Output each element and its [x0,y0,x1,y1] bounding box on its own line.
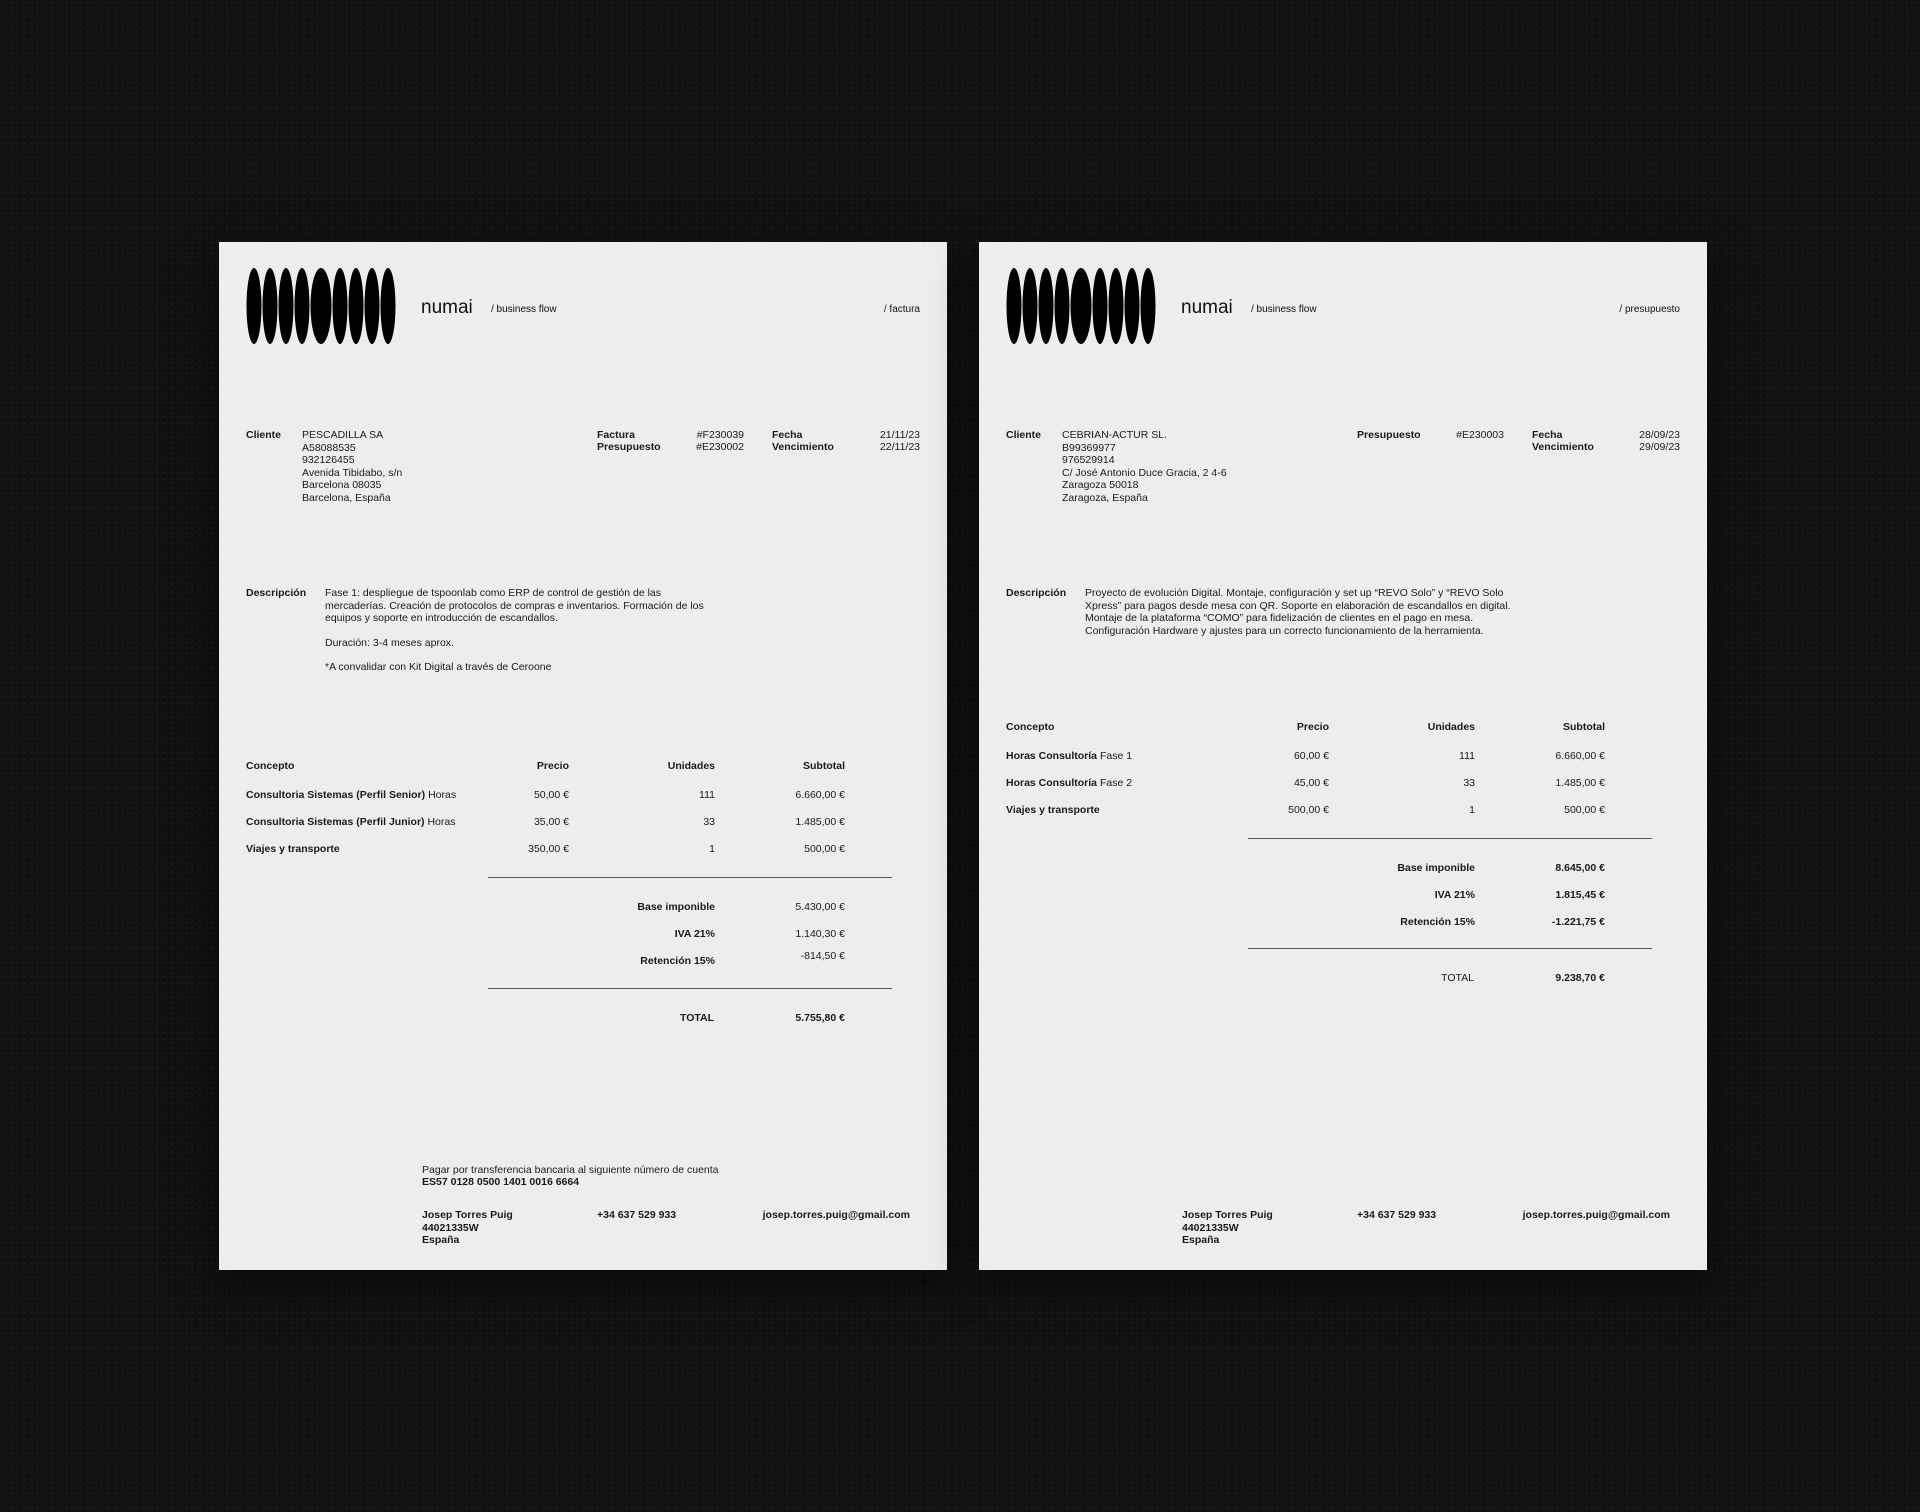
row-price: 45,00 € [1293,777,1329,789]
invoice-number-label: Factura [597,429,635,441]
description-label: Descripción [1006,587,1067,599]
issuer-block [422,1209,513,1247]
row-subtotal: 6.660,00 € [1555,750,1605,762]
iva-label: IVA 21% [674,928,715,940]
row-unit: Horas [428,789,457,801]
description-text [1085,587,1515,649]
quote-number-label: Presupuesto [597,441,661,453]
row-units: 33 [1463,777,1475,789]
brand-tagline: / business flow [1251,304,1317,315]
row-subtotal: 500,00 € [1564,804,1605,816]
divider [488,988,892,989]
issuer-name: Josep Torres Puig [422,1209,513,1221]
due-date-value: 29/09/23 [1639,441,1680,453]
payment-note: Pagar por transferencia bancaria al siguiente número de cuenta [422,1164,719,1176]
iva-value: 1.815,45 € [1555,889,1605,901]
row-units: 111 [699,789,715,801]
col-header-subtotal: Subtotal [803,760,845,772]
description-duration: Duración: 3-4 meses aprox. [325,636,454,649]
row-concept: Consultoria Sistemas (Perfil Senior) [246,789,426,801]
row-concept: Horas Consultoría [1006,777,1098,789]
client-address: C/ José Antonio Duce Gracia, 2 4-6 [1062,466,1227,479]
row-units: 1 [709,843,715,855]
issuer-block [1182,1209,1273,1247]
date-value: 21/11/23 [879,429,920,441]
due-date-label: Vencimiento [772,441,834,453]
row-unit: Fase 2 [1099,777,1133,789]
client-region: Zaragoza, España [1062,491,1148,504]
due-date-label: Vencimiento [1532,441,1594,453]
invoice-sheet [219,242,947,1270]
numai-logo-icon [1006,268,1156,344]
client-address: Avenida Tibidabo, s/n [302,466,403,479]
issuer-name: Josep Torres Puig [1182,1209,1273,1221]
row-subtotal: 1.485,00 € [795,816,845,828]
row-concept: Horas Consultoría [1006,750,1098,762]
col-header-precio: Precio [536,760,569,772]
row-subtotal: 500,00 € [804,843,845,855]
client-details [302,429,402,504]
row-price: 500,00 € [1288,804,1329,816]
retention-label: Retención 15% [640,955,715,967]
brand-name: numai [421,297,473,318]
description-paragraph: Proyecto de evolución Digital. Montaje, configuración y set up “REVO Solo” y “REVO Solo Xpress” para pagos desde mesa con QR. Soporte en elaboración de escandallos en digital. Montaje de la plataforma “COMO” para fidelización de clientes en el pago en mesa. Configuración Hardware y ajustes para un correcto funcionamiento de la herramienta. [1085,587,1511,637]
date-label: Fecha [772,429,803,441]
row-price: 50,00 € [533,789,569,801]
brand-name: numai [1181,297,1233,318]
issuer-country: España [1182,1234,1220,1246]
total-value: 5.755,80 € [795,1012,845,1024]
issuer-phone: +34 637 529 933 [597,1209,677,1221]
divider [1248,838,1652,839]
client-tax-id: A58088535 [302,441,356,454]
bank-account: ES57 0128 0500 1401 0016 6664 [422,1176,580,1188]
row-unit: Horas [427,816,456,828]
row-price: 35,00 € [533,816,569,828]
client-name: CEBRIAN-ACTUR SL. [1062,429,1168,441]
col-header-concepto: Concepto [1006,721,1055,733]
issuer-email: josep.torres.puig@gmail.com [762,1209,910,1221]
invoice-number: #F230039 [696,429,744,441]
quote-number: #E230002 [696,441,744,453]
retention-value: -1.221,75 € [1551,916,1605,928]
issuer-id: 44021335W [422,1221,479,1234]
description-paragraph: Fase 1: despliegue de tspoonlab como ERP de control de gestión de las mercaderías. Creación de protocolos de compras e inventarios. Formación de los equipos y soporte en introducción de escandallos. [325,587,704,624]
client-city: Zaragoza 50018 [1062,479,1139,491]
base-value: 5.430,00 € [795,901,845,913]
description-note: *A convalidar con Kit Digital a través de Ceroone [325,661,552,673]
brand-tagline: / business flow [491,304,557,315]
issuer-email: josep.torres.puig@gmail.com [1522,1209,1670,1221]
row-units: 33 [703,816,715,828]
row-concept: Consultoria Sistemas (Perfil Junior) [246,816,425,828]
quote-number: #E230003 [1456,429,1504,441]
row-subtotal: 6.660,00 € [795,789,845,801]
col-header-precio: Precio [1296,721,1329,733]
total-value: 9.238,70 € [1555,972,1605,984]
numai-logo-icon [246,268,396,344]
retention-value: -814,50 € [800,950,845,962]
client-phone: 932126455 [302,454,355,466]
quote-number-label: Presupuesto [1357,429,1421,441]
issuer-country: España [422,1234,460,1246]
document-type: / factura [883,304,920,315]
client-label: Cliente [246,429,282,441]
base-label: Base imponible [1397,862,1475,874]
row-price: 350,00 € [528,843,569,855]
client-city: Barcelona 08035 [302,479,382,491]
iva-value: 1.140,30 € [795,928,845,940]
quote-sheet [979,242,1707,1270]
total-label: TOTAL [679,1012,714,1024]
col-header-unidades: Unidades [667,760,715,772]
row-unit: Fase 1 [1099,750,1133,762]
client-details [1062,429,1227,504]
client-phone: 976529914 [1062,454,1115,466]
issuer-id: 44021335W [1182,1221,1239,1234]
row-subtotal: 1.485,00 € [1555,777,1605,789]
client-name: PESCADILLA SA [302,429,384,441]
document-type: / presupuesto [1619,304,1680,315]
due-date-value: 22/11/23 [879,441,920,453]
description-text [325,587,725,686]
retention-label: Retención 15% [1400,916,1475,928]
row-units: 1 [1469,804,1475,816]
client-region: Barcelona, España [302,491,391,504]
description-label: Descripción [246,587,307,599]
client-tax-id: B99369977 [1062,441,1116,454]
row-concept: Viajes y transporte [246,843,340,855]
divider [488,877,892,878]
date-value: 28/09/23 [1639,429,1680,441]
row-price: 60,00 € [1293,750,1329,762]
client-label: Cliente [1006,429,1042,441]
row-units: 111 [1459,750,1475,762]
divider [1248,948,1652,949]
row-concept: Viajes y transporte [1006,804,1100,816]
base-value: 8.645,00 € [1555,862,1605,874]
col-header-subtotal: Subtotal [1563,721,1605,733]
col-header-concepto: Concepto [246,760,295,772]
date-label: Fecha [1532,429,1563,441]
iva-label: IVA 21% [1434,889,1475,901]
base-label: Base imponible [637,901,715,913]
col-header-unidades: Unidades [1427,721,1475,733]
issuer-phone: +34 637 529 933 [1357,1209,1437,1221]
total-label: TOTAL [1441,972,1474,984]
